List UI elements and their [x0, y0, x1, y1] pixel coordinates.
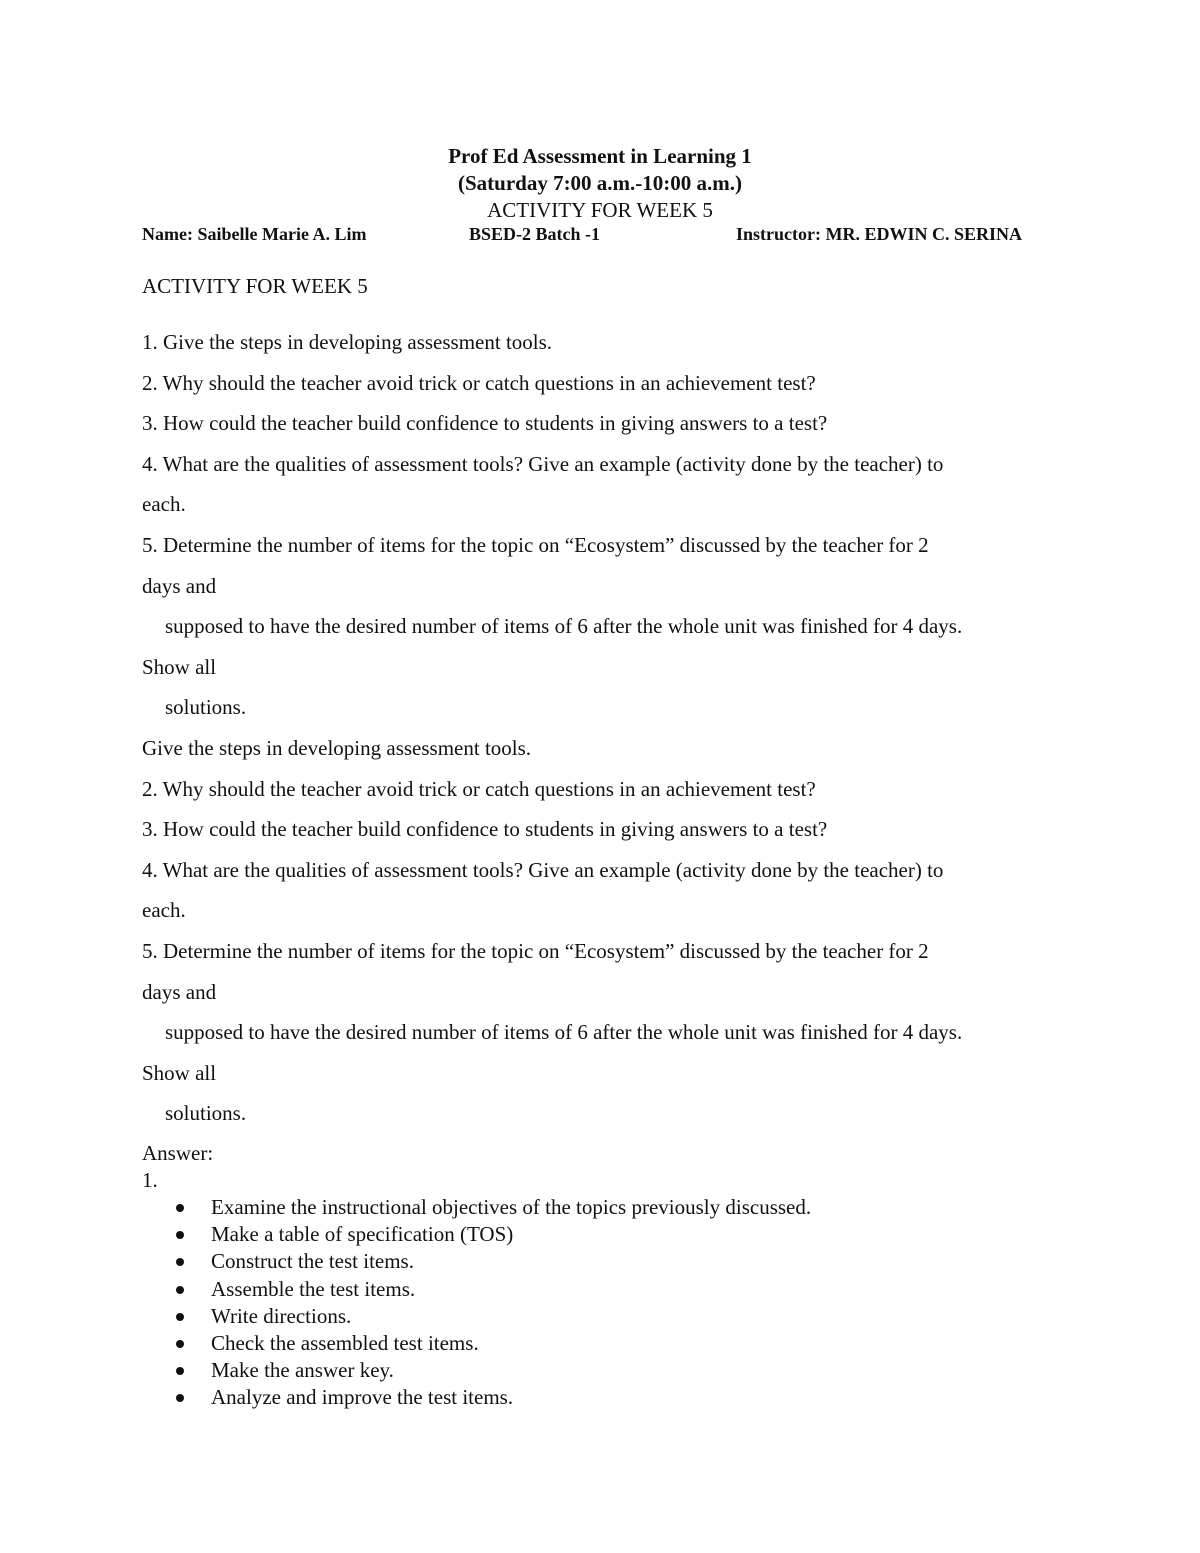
question-line: 4. What are the qualities of assessment tools? Give an example (activity done by the teacher) to	[142, 451, 944, 476]
list-item	[142, 1248, 811, 1275]
bullet-icon	[176, 1258, 184, 1266]
bullet-icon	[176, 1394, 184, 1402]
bullet-icon	[176, 1231, 184, 1239]
question-line: solutions.	[165, 695, 247, 720]
answer-number: 1.	[142, 1168, 158, 1192]
question-line: supposed to have the desired number of items of 6 after the whole unit was finished for 4 days.	[165, 1020, 963, 1045]
question-line: each.	[142, 492, 186, 517]
list-item	[142, 1357, 811, 1384]
list-item	[142, 1221, 811, 1248]
question-line: 2. Why should the teacher avoid trick or catch questions in an achievement test?	[142, 776, 816, 801]
list-item	[142, 1303, 811, 1330]
class-schedule: (Saturday 7:00 a.m.-10:00 a.m.)	[457, 171, 743, 195]
answer-section	[142, 1140, 811, 1412]
document-header	[0, 143, 1200, 224]
question-line: days and	[142, 979, 217, 1004]
list-item-text: Construct the test items.	[211, 1249, 414, 1274]
bullet-icon	[176, 1313, 184, 1321]
list-item-text: Examine the instructional objectives of the topics previously discussed.	[211, 1195, 812, 1219]
list-item-text: Check the assembled test items.	[211, 1330, 479, 1355]
question-list	[142, 326, 1072, 1138]
list-item	[142, 1384, 811, 1411]
list-item-text: Write directions.	[211, 1303, 352, 1328]
question-line: Give the steps in developing assessment tools.	[142, 735, 532, 760]
document-title: Prof Ed Assessment in Learning 1	[448, 144, 752, 168]
question-line: each.	[142, 898, 186, 923]
question-line: 3. How could the teacher build confidence to students in giving answers to a test?	[142, 411, 828, 436]
question-line: 5. Determine the number of items for the topic on “Ecosystem” discussed by the teacher for 2	[142, 532, 929, 557]
answer-steps-list	[142, 1194, 811, 1412]
question-line: 5. Determine the number of items for the topic on “Ecosystem” discussed by the teacher for 2	[142, 938, 929, 963]
list-item-text: Analyze and improve the test items.	[211, 1385, 514, 1410]
list-item	[142, 1276, 811, 1303]
student-info-row	[142, 224, 1062, 248]
question-line: 3. How could the teacher build confidence to students in giving answers to a test?	[142, 817, 828, 842]
question-line: supposed to have the desired number of items of 6 after the whole unit was finished for 4 days.	[165, 614, 963, 639]
list-item-text: Make a table of specification (TOS)	[211, 1222, 514, 1247]
question-line: solutions.	[165, 1101, 247, 1126]
question-line: days and	[142, 573, 217, 598]
bullet-icon	[176, 1367, 184, 1375]
instructor-name: Instructor: MR. EDWIN C. SERINA	[736, 224, 1022, 244]
bullet-icon	[176, 1340, 184, 1348]
answer-label: Answer:	[142, 1141, 214, 1165]
bullet-icon	[176, 1204, 184, 1212]
activity-title: ACTIVITY FOR WEEK 5	[487, 198, 713, 222]
list-item	[142, 1330, 811, 1357]
section-heading: ACTIVITY FOR WEEK 5	[142, 274, 368, 298]
student-name: Name: Saibelle Marie A. Lim	[142, 224, 367, 244]
list-item	[142, 1194, 811, 1221]
bullet-icon	[176, 1286, 184, 1294]
list-item-text: Make the answer key.	[211, 1358, 394, 1383]
question-line: Show all	[142, 1060, 217, 1085]
question-line: 2. Why should the teacher avoid trick or catch questions in an achievement test?	[142, 370, 816, 395]
question-line: 1. Give the steps in developing assessment tools.	[142, 330, 553, 354]
question-line: 4. What are the qualities of assessment tools? Give an example (activity done by the teacher) to	[142, 857, 944, 882]
course-batch: BSED-2 Batch -1	[469, 224, 601, 244]
question-line: Show all	[142, 654, 217, 679]
list-item-text: Assemble the test items.	[211, 1276, 416, 1301]
